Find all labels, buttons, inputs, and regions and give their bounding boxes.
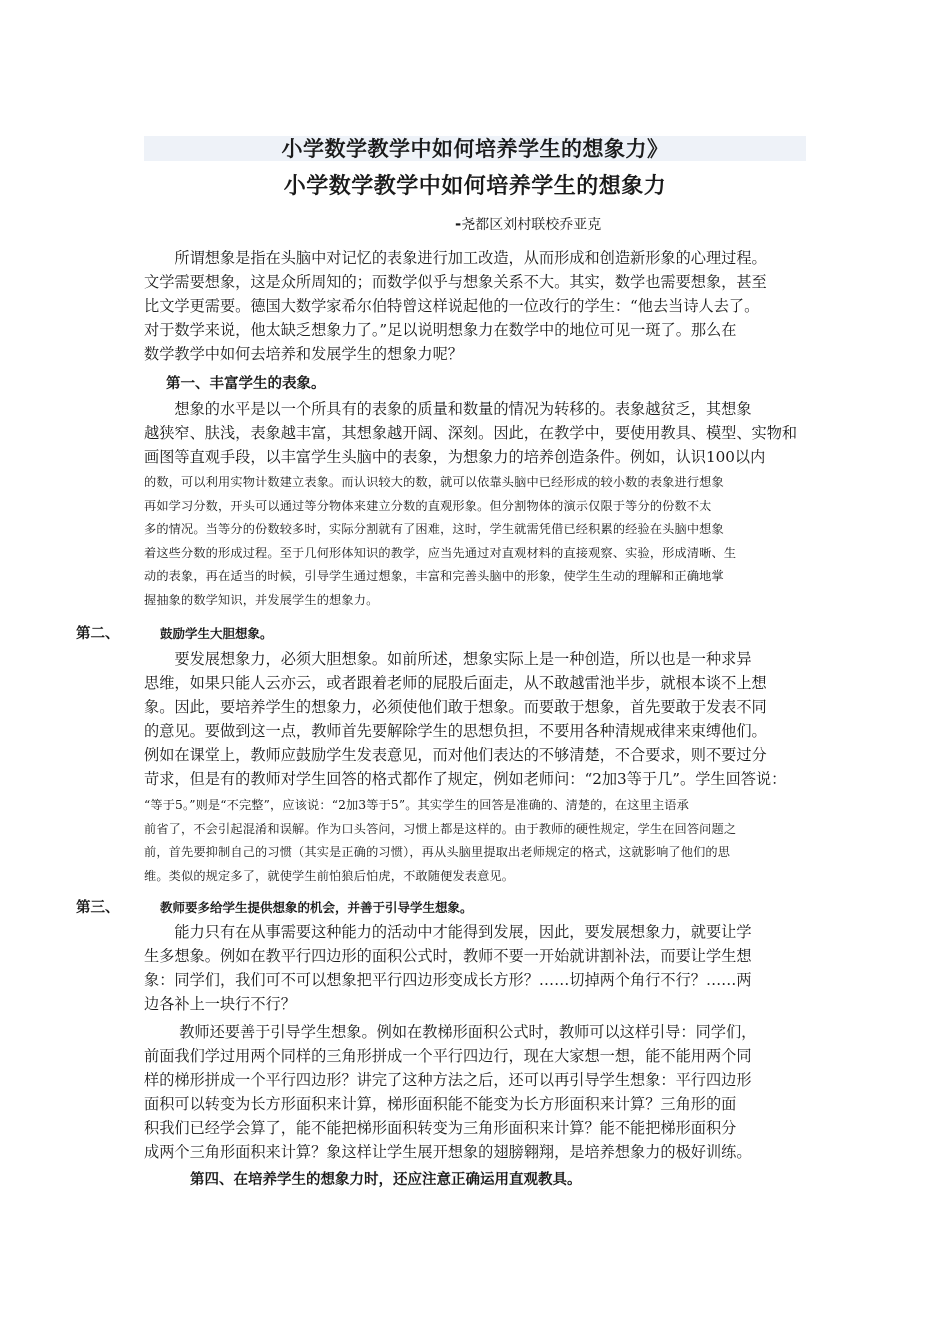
- text-line: 对于数学来说，他太缺乏想象力了。”足以说明想象力在数学中的地位可见一斑了。那么在: [144, 321, 737, 339]
- text-line: 数学教学中如何去培养和发展学生的想象力呢？: [144, 345, 463, 363]
- section-3-heading: 教师要多给学生提供想象的机会，并善于引导学生想象。: [160, 900, 473, 915]
- text-line: 越狭窄、肤浅，表象越丰富，其想象越开阔、深刻。因此，在教学中，要使用教具、模型、实物和: [144, 424, 798, 442]
- text-line: 动的表象，再在适当的时候，引导学生通过想象，丰富和完善头脑中的形象，使学生生动的理解和正确地掌: [144, 569, 724, 584]
- section-1-paragraph-small: [144, 471, 808, 613]
- section-4-heading: 第四、在培养学生的想象力时，还应注意正确运用直观教具。: [190, 1171, 582, 1188]
- text-line: 再如学习分数，开头可以通过等分物体来建立分数的直观形象。但分割物体的演示仅限于等分的份数不太: [144, 498, 712, 513]
- text-line: 象：同学们，我们可不可以想象把平行四边形变成长方形？……切掉两个角行不行？……两: [144, 971, 752, 989]
- text-line: 例如在课堂上，教师应鼓励学生发表意见，而对他们表达的不够清楚，不合要求，则不要过分: [144, 746, 767, 764]
- section-2-heading: 鼓励学生大胆想象。: [160, 626, 273, 641]
- text-line: 教师还要善于引导学生想象。例如在教梯形面积公式时，教师可以这样引导：同学们，: [144, 1023, 757, 1041]
- text-line: 面积可以转变为长方形面积来计算，梯形面积能不能变为长方形面积来计算？三角形的面: [144, 1095, 737, 1113]
- text-line: 的意见。要做到这一点，教师首先要解除学生的思想负担，不要用各种清规戒律来束缚他们。: [144, 722, 767, 740]
- section-2-paragraph: [144, 647, 808, 791]
- author-dash: -: [455, 215, 462, 233]
- author-name: 尧都区刘村联校乔亚克: [461, 217, 602, 233]
- text-line: 前面我们学过用两个同样的三角形拼成一个平行四边行，现在大家想一想，能不能用两个同: [144, 1047, 752, 1065]
- text-line: 握抽象的数学知识，并发展学生的想象力。: [144, 592, 379, 607]
- text-line: 样的梯形拼成一个平行四边形？讲完了这种方法之后，还可以再引导学生想象：平行四边形: [144, 1071, 752, 1089]
- text-line: 象。因此，要培养学生的想象力，必须使他们敢于想象。而要敢于想象，首先要敢于发表不同: [144, 698, 767, 716]
- section-1-heading: 第一、丰富学生的表象。: [166, 375, 326, 392]
- text-line: 比文学更需要。德国大数学家希尔伯特曾这样说起他的一位改行的学生：“他去当诗人去了。: [144, 297, 760, 315]
- text-line: 维。类似的规定多了，就使学生前怕狼后怕虎，不敢随便发表意见。: [144, 868, 515, 883]
- text-line: “等于5。”则是“不完整”，应该说：“2加3等于5”。其实学生的回答是准确的、清楚的，在这里主语承: [144, 798, 689, 812]
- text-line: 前，首先要抑制自己的习惯（其实是正确的习惯），再从头脑里提取出老师规定的格式，这就影响了他们的思: [144, 845, 731, 860]
- text-line: 积我们已经学会算了，能不能把梯形面积转变为三角形面积来计算？能不能把梯形面积分: [144, 1119, 737, 1137]
- text-line: 苛求，但是有的教师对学生回答的格式都作了规定，例如老师问：“2加3等于几”。学生回答说：: [144, 770, 787, 788]
- page-title: 小学数学教学中如何培养学生的想象力: [283, 173, 667, 199]
- section-2-paragraph-small: [144, 794, 808, 888]
- text-line: 画图等直观手段，以丰富学生头脑中的表象，为想象力的培养创造条件。例如，认识100以内: [144, 448, 766, 466]
- text-line: 着这些分数的形成过程。至于几何形体知识的教学，应当先通过对直观材料的直接观察、实验，形成清晰、生: [144, 545, 737, 560]
- text-line: 成两个三角形面积来计算？象这样让学生展开想象的翅膀翱翔，是培养想象力的极好训练。: [144, 1143, 752, 1161]
- author-line: [455, 214, 601, 235]
- text-line: 前省了，不会引起混淆和误解。作为口头答问，习惯上都是这样的。由于教师的硬性规定，学生在回答问题之: [144, 821, 737, 836]
- text-line: 能力只有在从事需要这种能力的活动中才能得到发展，因此，要发展想象力，就要让学: [144, 923, 752, 941]
- title-banner: 小学数学教学中如何培养学生的想象力》: [144, 136, 806, 161]
- intro-paragraph: [144, 246, 808, 366]
- text-line: 生多想象。例如在教平行四边形的面积公式时，教师不要一开始就讲割补法，而要让学生想: [144, 947, 752, 965]
- section-3-paragraph: [144, 920, 808, 1016]
- text-line: 文学需要想象，这是众所周知的；而数学似乎与想象关系不大。其实，数学也需要想象，甚至: [144, 273, 767, 291]
- text-line: 边各补上一块行不行？: [144, 995, 296, 1013]
- text-line: 的数，可以利用实物计数建立表象。而认识较大的数，就可以依靠头脑中已经形成的较小数的表象进行想象: [144, 475, 724, 489]
- text-line: 要发展想象力，必须大胆想象。如前所述，想象实际上是一种创造，所以也是一种求异: [144, 650, 752, 668]
- text-line: 多的情况。当等分的份数较多时，实际分割就有了困难，这时，学生就需凭借已经积累的经验在头脑中想象: [144, 522, 724, 537]
- section-1-paragraph: [144, 397, 808, 469]
- text-line: 想象的水平是以一个所具有的表象的质量和数量的情况为转移的。表象越贫乏，其想象: [144, 400, 752, 418]
- section-3-label: 第三、: [76, 899, 120, 916]
- text-line: 所谓想象是指在头脑中对记忆的表象进行加工改造，从而形成和创造新形象的心理过程。: [144, 249, 767, 267]
- text-line: 思维，如果只能人云亦云，或者跟着老师的屁股后面走，从不敢越雷池半步，就根本谈不上想: [144, 674, 767, 692]
- section-3-paragraph-2: [144, 1020, 808, 1164]
- section-2-label: 第二、: [76, 625, 120, 642]
